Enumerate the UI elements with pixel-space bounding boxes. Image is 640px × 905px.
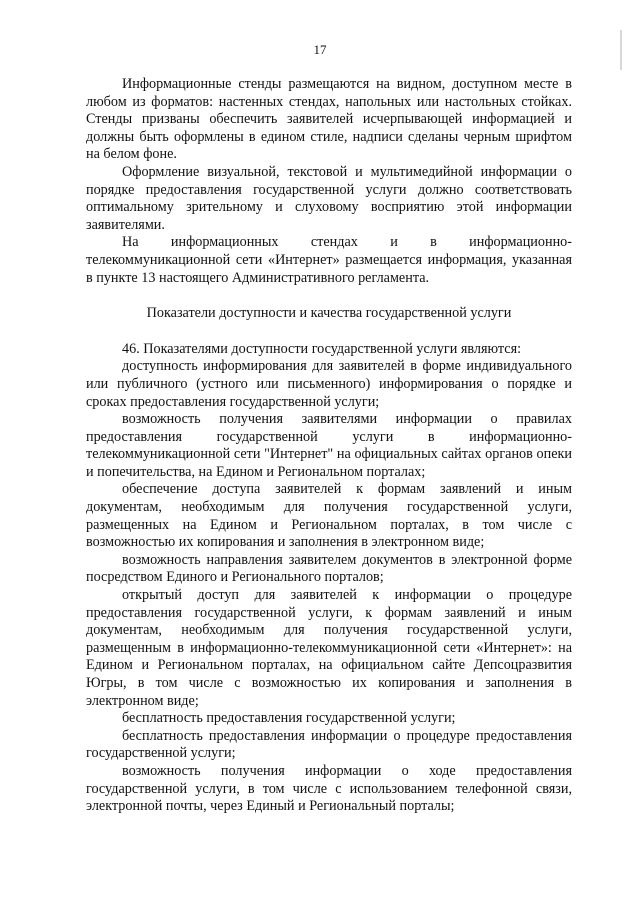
paragraph: возможность получения заявителями информации о правилах предоставления государственной услуги в информационно-телекоммуникационной сети "Интернет" на официальных сайтах органов опеки и попечительства, на Едином и Региональном порталах;: [86, 411, 572, 480]
page-number: 17: [313, 42, 327, 57]
scan-artifact: [258, 6, 388, 14]
scan-edge-mark: [620, 30, 622, 70]
paragraph: доступность информирования для заявителей в форме индивидуального или публичного (устного или письменного) информирования о порядке и сроках предоставления государственной услуги;: [86, 358, 572, 410]
section-heading: Показатели доступности и качества государственной услуги: [146, 305, 512, 322]
paragraph: обеспечение доступа заявителей к формам заявлений и иным документам, необходимым для получения государственной услуги, размещенных на Едином и Региональном порталах, в том числе с возможностью их копирования и заполнения в электронном виде;: [86, 481, 572, 551]
paragraph: возможность направления заявителем документов в электронной форме посредством Единого и Регионального порталов;: [86, 551, 572, 586]
document-body: [86, 76, 572, 816]
paragraph: бесплатность предоставления информации о процедуре предоставления государственной услуги;: [86, 727, 572, 762]
paragraph: На информационных стендах и в информационно-телекоммуникационной сети «Интернет» размещается информация, указанная в пункте 13 настоящего Административного регламента.: [86, 234, 572, 286]
paragraph: 46. Показателями доступности государственной услуги являются:: [122, 340, 522, 357]
paragraph: бесплатность предоставления государственной услуги;: [122, 710, 456, 727]
paragraph: возможность получения информации о ходе предоставления государственной услуги, в том числе с использованием телефонной связи, электронной почты, через Единый и Региональный порталы;: [86, 762, 572, 815]
paragraph: Информационные стенды размещаются на видном, доступном месте в любом из форматов: настенных стендах, напольных или настольных стойках. Стенды призваны обеспечить заявителей исчерпывающей информацией и должны быть оформлены в едином стиле, надписи сделаны черным шрифтом на белом фоне.: [86, 76, 572, 163]
paragraph: Оформление визуальной, текстовой и мультимедийной информации о порядке предоставления государственной услуги должно соответствовать оптимальному зрительному и слуховому восприятию этой информации заявителями.: [86, 163, 572, 233]
paragraph: открытый доступ для заявителей к информации о процедуре предоставления государственной услуги, к формам заявлений и иным документам, необходимым для получения государственной услуги, размещенным в информационно-телекоммуникационной сети «Интернет»: на Едином и Региональном порталах, на официальном сайте Депсоцразвития Югры, в том числе с возможностью их копирования и заполнения в электронном виде;: [86, 587, 572, 709]
